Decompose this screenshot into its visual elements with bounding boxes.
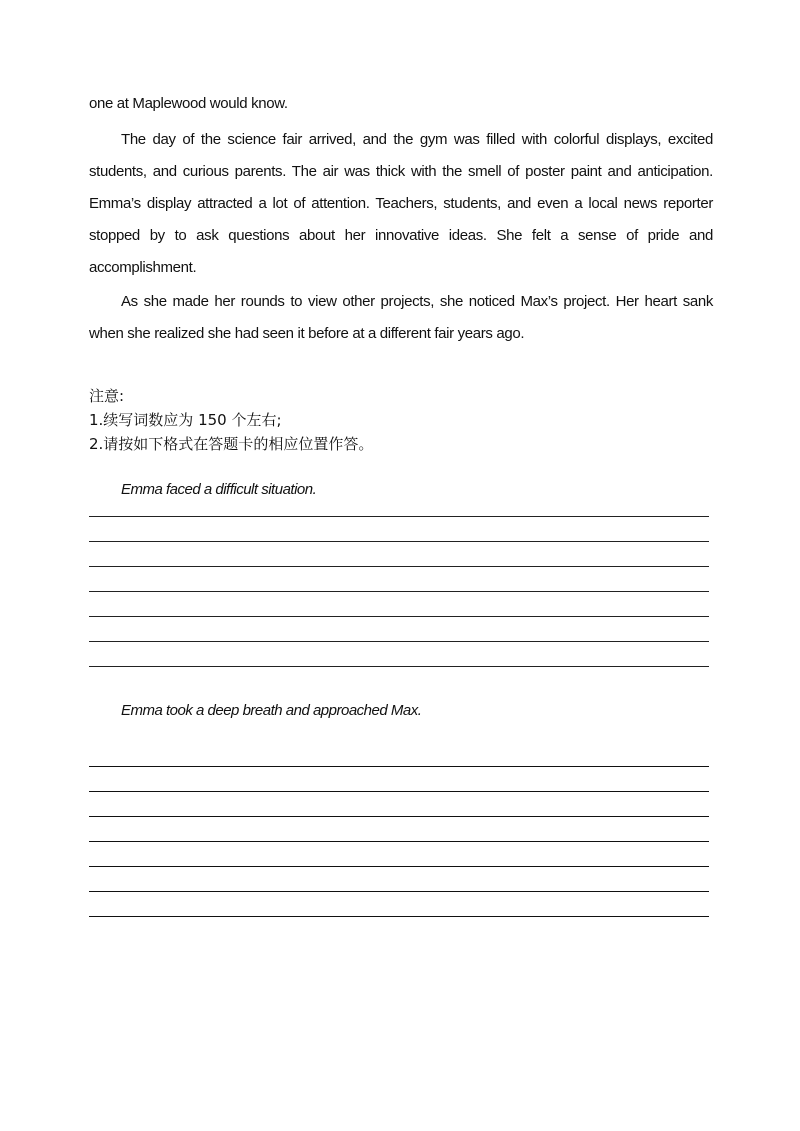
answer-line[interactable]: [89, 516, 709, 517]
answer-line[interactable]: [89, 566, 709, 567]
answer-line[interactable]: [89, 766, 709, 767]
answer-line[interactable]: [89, 591, 709, 592]
answer-line[interactable]: [89, 791, 709, 792]
notes-heading: 注意:: [89, 387, 125, 405]
answer-line[interactable]: [89, 616, 709, 617]
answer-line[interactable]: [89, 641, 709, 642]
notes-item-word-count: 1.续写词数应为 150 个左右;: [89, 411, 282, 429]
passage-paragraph-1: one at Maplewood would know.: [89, 95, 288, 112]
answer-line[interactable]: [89, 666, 709, 667]
answer-line[interactable]: [89, 841, 709, 842]
notes-item-format: 2.请按如下格式在答题卡的相应位置作答。: [89, 435, 374, 453]
passage-paragraph-3: As she made her rounds to view other projects, she noticed Max’s project. Her heart sank when she realized she had seen it before at a different fair years ago.: [89, 293, 713, 342]
answer-line[interactable]: [89, 891, 709, 892]
continuation-prompt-1: Emma faced a difficult situation.: [121, 481, 317, 498]
answer-line[interactable]: [89, 916, 709, 917]
answer-line[interactable]: [89, 816, 709, 817]
answer-line[interactable]: [89, 541, 709, 542]
notes-section: [89, 384, 713, 456]
continuation-prompt-2: Emma took a deep breath and approached Max.: [121, 702, 422, 719]
answer-line[interactable]: [89, 866, 709, 867]
passage-paragraph-2: The day of the science fair arrived, and the gym was filled with colorful displays, excited students, and curious parents. The air was thick with the smell of poster paint and anticipation. Emma’s display attracted a lot of attention. Teachers, students, and even a local news reporter stopped by to ask questions about her innovative ideas. She felt a sense of pride and accomplishment.: [89, 131, 713, 276]
